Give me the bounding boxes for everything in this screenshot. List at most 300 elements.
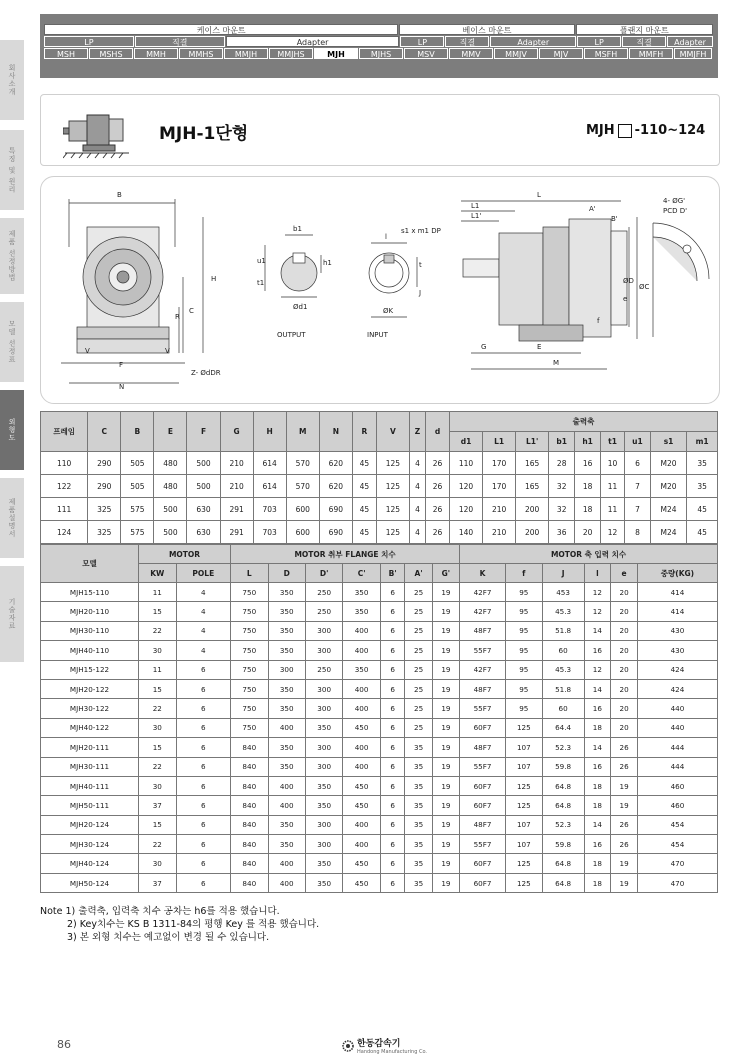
motor-cell-14-1: MJH30-124: [41, 835, 139, 854]
motor-cell-8-15: 20: [611, 718, 638, 737]
motor-cell-12-13: 64.8: [542, 796, 584, 815]
dim-header-11: V: [376, 412, 409, 452]
dim-cell-4-17: 36: [549, 521, 575, 544]
drawing-label-front-7: V: [85, 347, 90, 355]
motor-cell-8-8: 6: [380, 718, 405, 737]
drawing-label-input-2: t: [419, 261, 422, 269]
motor-cell-15-7: 450: [343, 854, 380, 873]
model-code: [586, 123, 705, 138]
motor-cell-5-7: 350: [343, 660, 380, 679]
motor-cell-15-2: 30: [139, 854, 177, 873]
motor-flange-table: [40, 544, 718, 893]
model-suffix: -110~124: [634, 123, 706, 138]
dim-cell-2-4: 480: [154, 475, 187, 498]
motor-cell-4-12: 95: [505, 641, 542, 660]
motor-cell-1-8: 6: [380, 583, 405, 602]
motor-cell-15-12: 125: [505, 854, 542, 873]
motor-cell-12-8: 6: [380, 796, 405, 815]
dim-cell-3-18: 18: [575, 498, 601, 521]
note-2: 2) Key치수는 KS B 1311-84의 평행 Key 를 적용 했습니다.: [67, 919, 320, 930]
nav-model-msv[interactable]: MSV: [404, 48, 448, 59]
dim-cell-3-2: 325: [88, 498, 121, 521]
motor-cell-10-5: 350: [268, 757, 305, 776]
motor-sub-header-13: l: [584, 564, 611, 583]
motor-cell-15-6: 350: [305, 854, 342, 873]
drawing-label-side-15: PCD D': [663, 207, 688, 215]
nav-type-6[interactable]: Adapter: [490, 36, 576, 47]
nav-model-msfh[interactable]: MSFH: [584, 48, 628, 59]
motor-cell-6-9: 25: [405, 679, 432, 698]
motor-cell-9-8: 6: [380, 738, 405, 757]
motor-cell-10-15: 26: [611, 757, 638, 776]
drawing-label-side-10: f: [597, 317, 600, 325]
motor-cell-2-8: 6: [380, 602, 405, 621]
dim-cell-3-4: 500: [154, 498, 187, 521]
dim-cell-3-13: 26: [426, 498, 450, 521]
dim-cell-3-22: 45: [687, 498, 718, 521]
motor-cell-7-8: 6: [380, 699, 405, 718]
dim-cell-2-8: 570: [286, 475, 319, 498]
dim-cell-2-21: M20: [650, 475, 686, 498]
nav-mount-3[interactable]: 플랜지 마운트: [576, 24, 713, 35]
drawing-label-output-6: OUTPUT: [277, 331, 306, 339]
motor-cell-9-2: 15: [139, 738, 177, 757]
dim-header-4: E: [154, 412, 187, 452]
dim-cell-4-22: 45: [687, 521, 718, 544]
nav-row-model: [44, 48, 714, 59]
motor-cell-9-1: MJH20-111: [41, 738, 139, 757]
motor-sub-header-4: D: [268, 564, 305, 583]
side-tab-4[interactable]: 모델 선정표: [0, 302, 24, 382]
nav-model-mshs[interactable]: MSHS: [89, 48, 133, 59]
motor-cell-6-16: 424: [637, 679, 717, 698]
dim-cell-1-9: 620: [319, 452, 352, 475]
motor-sub-header-14: e: [611, 564, 638, 583]
motor-table-row: [41, 738, 718, 757]
motor-cell-12-6: 350: [305, 796, 342, 815]
motor-cell-5-13: 45.3: [542, 660, 584, 679]
motor-cell-14-4: 840: [231, 835, 268, 854]
motor-cell-13-12: 107: [505, 815, 542, 834]
motor-cell-11-16: 460: [637, 776, 717, 795]
motor-table-row: [41, 757, 718, 776]
nav-model-mmv[interactable]: MMV: [449, 48, 493, 59]
dim-output-col-1: d1: [449, 432, 482, 452]
nav-model-mmjh[interactable]: MMJH: [224, 48, 268, 59]
motor-cell-3-16: 430: [637, 621, 717, 640]
motor-cell-5-5: 300: [268, 660, 305, 679]
drawing-label-output-1: b1: [293, 225, 302, 233]
motor-cell-6-7: 400: [343, 679, 380, 698]
notes: [40, 905, 319, 944]
nav-type-2[interactable]: 직결: [135, 36, 225, 47]
dim-cell-3-15: 210: [483, 498, 516, 521]
motor-cell-4-11: 55F7: [460, 641, 506, 660]
nav-type-9[interactable]: Adapter: [667, 36, 713, 47]
dim-cell-4-1: 124: [41, 521, 88, 544]
motor-cell-16-2: 37: [139, 873, 177, 892]
motor-cell-11-4: 840: [231, 776, 268, 795]
motor-cell-3-9: 25: [405, 621, 432, 640]
motor-sub-header-3: L: [231, 564, 268, 583]
motor-group-header: MOTOR: [139, 545, 231, 564]
motor-cell-8-14: 18: [584, 718, 611, 737]
drawing-label-output-4: t1: [257, 279, 265, 287]
motor-cell-12-5: 400: [268, 796, 305, 815]
brand: [342, 1036, 427, 1055]
motor-cell-12-15: 19: [611, 796, 638, 815]
drawing-label-side-8: ØC: [639, 283, 650, 291]
motor-cell-10-16: 444: [637, 757, 717, 776]
motor-cell-11-11: 60F7: [460, 776, 506, 795]
motor-sub-header-5: D': [305, 564, 342, 583]
motor-cell-5-9: 25: [405, 660, 432, 679]
motor-cell-5-12: 95: [505, 660, 542, 679]
motor-cell-3-5: 350: [268, 621, 305, 640]
motor-cell-16-11: 60F7: [460, 873, 506, 892]
drawing-label-output-3: h1: [323, 259, 332, 267]
brand-name: 한동감속기: [357, 1039, 401, 1049]
motor-cell-14-12: 107: [505, 835, 542, 854]
dim-cell-1-2: 290: [88, 452, 121, 475]
motor-cell-5-15: 20: [611, 660, 638, 679]
dim-cell-4-3: 575: [121, 521, 154, 544]
motor-cell-11-1: MJH40-111: [41, 776, 139, 795]
nav-model-mmfh[interactable]: MMFH: [629, 48, 673, 59]
motor-cell-15-10: 19: [432, 854, 459, 873]
dim-cell-3-16: 200: [516, 498, 549, 521]
dim-cell-3-8: 600: [286, 498, 319, 521]
motor-cell-10-13: 59.8: [542, 757, 584, 776]
motor-cell-3-12: 95: [505, 621, 542, 640]
drawing-label-output-5: Ød1: [293, 303, 308, 311]
motor-sub-header-12: J: [542, 564, 584, 583]
side-tab-6[interactable]: 제품설명서: [0, 478, 24, 558]
motor-cell-13-4: 840: [231, 815, 268, 834]
motor-cell-4-3: 4: [176, 641, 230, 660]
motor-table-row: [41, 835, 718, 854]
motor-cell-10-12: 107: [505, 757, 542, 776]
nav-type-3[interactable]: Adapter: [226, 36, 400, 47]
motor-cell-12-2: 37: [139, 796, 177, 815]
nav-mount-2[interactable]: 베이스 마운트: [399, 24, 574, 35]
motor-cell-9-15: 26: [611, 738, 638, 757]
motor-cell-4-5: 350: [268, 641, 305, 660]
nav-model-mjv[interactable]: MJV: [539, 48, 583, 59]
model-prefix: MJH: [586, 123, 615, 138]
dim-cell-1-16: 165: [516, 452, 549, 475]
drawing-label-side-4: s1 x m1 DP: [401, 227, 441, 235]
motor-cell-15-8: 6: [380, 854, 405, 873]
dim-cell-4-8: 600: [286, 521, 319, 544]
motor-cell-2-2: 15: [139, 602, 177, 621]
dim-output-col-6: t1: [601, 432, 625, 452]
motor-sub-header-10: K: [460, 564, 506, 583]
dim-cell-1-12: 4: [409, 452, 425, 475]
nav-type-5[interactable]: 직결: [445, 36, 489, 47]
motor-cell-7-7: 400: [343, 699, 380, 718]
motor-cell-10-3: 6: [176, 757, 230, 776]
dim-header-6: G: [220, 412, 253, 452]
motor-cell-7-11: 55F7: [460, 699, 506, 718]
dim-header-3: B: [121, 412, 154, 452]
motor-cell-7-4: 750: [231, 699, 268, 718]
motor-cell-8-16: 440: [637, 718, 717, 737]
motor-cell-6-6: 300: [305, 679, 342, 698]
dim-cell-1-6: 210: [220, 452, 253, 475]
motor-cell-4-13: 60: [542, 641, 584, 660]
motor-cell-16-10: 19: [432, 873, 459, 892]
motor-cell-3-6: 300: [305, 621, 342, 640]
motor-sub-header-2: POLE: [176, 564, 230, 583]
dim-cell-3-3: 575: [121, 498, 154, 521]
dim-cell-1-8: 570: [286, 452, 319, 475]
dim-cell-3-10: 45: [352, 498, 376, 521]
dimension-drawing-panel: [40, 176, 720, 404]
nav-model-mmjhs[interactable]: MMJHS: [269, 48, 313, 59]
motor-table-row: [41, 641, 718, 660]
dim-cell-2-7: 614: [253, 475, 286, 498]
flange-group-header: MOTOR 취부 FLANGE 치수: [231, 545, 460, 564]
motor-cell-8-12: 125: [505, 718, 542, 737]
motor-cell-2-1: MJH20-110: [41, 602, 139, 621]
motor-cell-11-8: 6: [380, 776, 405, 795]
dim-cell-1-14: 110: [449, 452, 482, 475]
motor-table-row: [41, 718, 718, 737]
nav-model-mmjv[interactable]: MMJV: [494, 48, 538, 59]
dim-cell-1-17: 28: [549, 452, 575, 475]
motor-cell-9-7: 400: [343, 738, 380, 757]
nav-model-mmh[interactable]: MMH: [134, 48, 178, 59]
motor-table-row: [41, 854, 718, 873]
motor-cell-6-14: 14: [584, 679, 611, 698]
motor-cell-12-10: 19: [432, 796, 459, 815]
motor-table-row: [41, 796, 718, 815]
nav-type-4[interactable]: LP: [400, 36, 444, 47]
motor-cell-14-9: 35: [405, 835, 432, 854]
motor-cell-2-11: 42F7: [460, 602, 506, 621]
motor-cell-7-13: 60: [542, 699, 584, 718]
dim-output-col-4: b1: [549, 432, 575, 452]
nav-type-7[interactable]: LP: [577, 36, 621, 47]
drawing-label-side-1: L: [537, 191, 541, 199]
motor-cell-8-4: 750: [231, 718, 268, 737]
motor-cell-7-10: 19: [432, 699, 459, 718]
motor-cell-3-13: 51.8: [542, 621, 584, 640]
drawing-label-front-6: N: [119, 383, 125, 391]
motor-cell-7-5: 350: [268, 699, 305, 718]
motor-cell-1-11: 42F7: [460, 583, 506, 602]
side-tab-5[interactable]: 외형도: [0, 390, 24, 470]
motor-cell-4-4: 750: [231, 641, 268, 660]
dim-cell-3-6: 291: [220, 498, 253, 521]
motor-cell-2-3: 4: [176, 602, 230, 621]
drawing-label-input-5: INPUT: [367, 331, 388, 339]
drawing-label-side-7: ØD: [623, 277, 634, 285]
motor-cell-4-16: 430: [637, 641, 717, 660]
motor-cell-12-12: 125: [505, 796, 542, 815]
motor-cell-14-13: 59.8: [542, 835, 584, 854]
motor-cell-7-1: MJH30-122: [41, 699, 139, 718]
motor-cell-14-8: 6: [380, 835, 405, 854]
motor-sub-header-6: C': [343, 564, 380, 583]
gear-logo-icon: [342, 1040, 354, 1052]
nav-model-mmjfh[interactable]: MMJFH: [674, 48, 712, 59]
dim-cell-2-10: 45: [352, 475, 376, 498]
nav-type-8[interactable]: 직결: [622, 36, 666, 47]
dim-cell-2-12: 4: [409, 475, 425, 498]
motor-cell-15-4: 840: [231, 854, 268, 873]
motor-cell-11-14: 18: [584, 776, 611, 795]
motor-cell-14-16: 454: [637, 835, 717, 854]
motor-cell-7-6: 300: [305, 699, 342, 718]
note-3: 3) 본 외형 치수는 예고없이 변경 될 수 있습니다.: [67, 932, 270, 943]
drawing-label-side-6: B': [611, 215, 618, 223]
motor-cell-14-2: 22: [139, 835, 177, 854]
motor-cell-3-15: 20: [611, 621, 638, 640]
motor-cell-12-14: 18: [584, 796, 611, 815]
motor-cell-4-8: 6: [380, 641, 405, 660]
motor-table-row: [41, 583, 718, 602]
motor-cell-14-15: 26: [611, 835, 638, 854]
motor-cell-10-7: 400: [343, 757, 380, 776]
dim-cell-2-5: 500: [187, 475, 220, 498]
side-tab-2[interactable]: 특징 및 원리: [0, 130, 24, 210]
motor-cell-8-2: 30: [139, 718, 177, 737]
dim-cell-2-1: 122: [41, 475, 88, 498]
motor-cell-5-3: 6: [176, 660, 230, 679]
series-navigation: [40, 14, 718, 78]
dim-cell-4-11: 125: [376, 521, 409, 544]
side-tabs: [0, 0, 26, 1060]
motor-cell-8-3: 6: [176, 718, 230, 737]
dim-output-col-2: L1: [483, 432, 516, 452]
motor-cell-3-14: 14: [584, 621, 611, 640]
motor-cell-2-12: 95: [505, 602, 542, 621]
dim-cell-3-5: 630: [187, 498, 220, 521]
drawing-label-input-1: l: [385, 233, 387, 241]
motor-cell-7-9: 25: [405, 699, 432, 718]
dim-header-8: M: [286, 412, 319, 452]
dim-cell-1-21: M20: [650, 452, 686, 475]
motor-cell-2-13: 45.3: [542, 602, 584, 621]
side-tab-7[interactable]: 기술자료: [0, 566, 24, 662]
motor-table-row: [41, 815, 718, 834]
motor-cell-9-16: 444: [637, 738, 717, 757]
motor-cell-13-10: 19: [432, 815, 459, 834]
motor-cell-15-3: 6: [176, 854, 230, 873]
motor-cell-1-7: 350: [343, 583, 380, 602]
side-tab-1[interactable]: 회사소개: [0, 40, 24, 120]
dim-header-10: R: [352, 412, 376, 452]
nav-model-msh[interactable]: MSH: [44, 48, 88, 59]
drawing-label-front-2: H: [211, 275, 217, 283]
dim-cell-1-7: 614: [253, 452, 286, 475]
drawing-label-side-2: L1: [471, 202, 480, 210]
nav-model-mjhs[interactable]: MJHS: [359, 48, 403, 59]
dim-header-5: F: [187, 412, 220, 452]
motor-cell-13-7: 400: [343, 815, 380, 834]
motor-cell-2-15: 20: [611, 602, 638, 621]
dim-cell-3-1: 111: [41, 498, 88, 521]
motor-cell-11-9: 35: [405, 776, 432, 795]
dim-cell-2-17: 32: [549, 475, 575, 498]
motor-cell-1-9: 25: [405, 583, 432, 602]
motor-cell-16-15: 19: [611, 873, 638, 892]
dim-cell-3-11: 125: [376, 498, 409, 521]
motor-cell-7-3: 6: [176, 699, 230, 718]
motor-cell-1-15: 20: [611, 583, 638, 602]
motor-cell-3-2: 22: [139, 621, 177, 640]
dim-cell-4-5: 630: [187, 521, 220, 544]
dim-header-13: d: [426, 412, 450, 452]
motor-cell-6-12: 95: [505, 679, 542, 698]
dim-cell-2-19: 11: [601, 475, 625, 498]
nav-type-1[interactable]: LP: [44, 36, 134, 47]
motor-cell-6-5: 350: [268, 679, 305, 698]
dim-cell-1-13: 26: [426, 452, 450, 475]
motor-cell-4-6: 300: [305, 641, 342, 660]
motor-cell-3-11: 48F7: [460, 621, 506, 640]
drawing-label-side-13: M: [553, 359, 560, 367]
motor-table-row: [41, 602, 718, 621]
motor-cell-10-2: 22: [139, 757, 177, 776]
motor-cell-13-8: 6: [380, 815, 405, 834]
motor-cell-3-7: 400: [343, 621, 380, 640]
drawing-label-side-9: e: [623, 295, 628, 303]
motor-cell-2-7: 350: [343, 602, 380, 621]
side-tab-3[interactable]: 제품 선정방법: [0, 218, 24, 294]
motor-cell-5-4: 750: [231, 660, 268, 679]
motor-cell-14-10: 19: [432, 835, 459, 854]
motor-cell-11-2: 30: [139, 776, 177, 795]
dim-output-col-7: u1: [625, 432, 651, 452]
dim-cell-1-20: 6: [625, 452, 651, 475]
dim-header-9: N: [319, 412, 352, 452]
dim-cell-1-19: 10: [601, 452, 625, 475]
motor-cell-16-12: 125: [505, 873, 542, 892]
motor-cell-1-3: 4: [176, 583, 230, 602]
motor-cell-7-16: 440: [637, 699, 717, 718]
nav-model-mjh[interactable]: MJH: [314, 48, 358, 59]
motor-cell-8-11: 60F7: [460, 718, 506, 737]
motor-cell-1-2: 11: [139, 583, 177, 602]
nav-model-mmhs[interactable]: MMHS: [179, 48, 223, 59]
dim-cell-4-10: 45: [352, 521, 376, 544]
motor-table-row: [41, 679, 718, 698]
motor-cell-6-2: 15: [139, 679, 177, 698]
motor-cell-1-14: 12: [584, 583, 611, 602]
motor-cell-13-14: 14: [584, 815, 611, 834]
motor-cell-11-6: 350: [305, 776, 342, 795]
motor-table-row: [41, 621, 718, 640]
motor-cell-9-9: 35: [405, 738, 432, 757]
dim-cell-1-10: 45: [352, 452, 376, 475]
drawing-label-front-9: Z- ØdDR: [191, 369, 221, 377]
motor-cell-12-9: 35: [405, 796, 432, 815]
motor-sub-header-9: G': [432, 564, 459, 583]
dim-cell-2-20: 7: [625, 475, 651, 498]
nav-mount-1[interactable]: 케이스 마운트: [44, 24, 398, 35]
motor-cell-4-9: 25: [405, 641, 432, 660]
drawing-label-front-1: B: [117, 191, 122, 199]
motor-cell-6-4: 750: [231, 679, 268, 698]
output-shaft-drawing: [265, 235, 321, 297]
dim-cell-2-15: 170: [483, 475, 516, 498]
motor-cell-5-16: 424: [637, 660, 717, 679]
drawing-label-front-8: V: [165, 347, 170, 355]
gearbox-thumbnail-icon: [63, 105, 133, 160]
